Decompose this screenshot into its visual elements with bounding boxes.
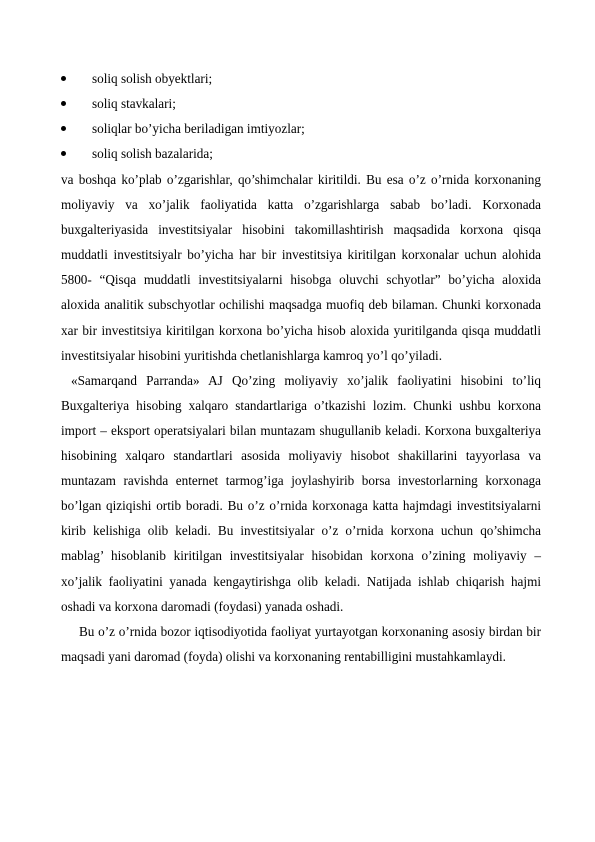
bullet-icon [61, 76, 66, 81]
list-item [61, 141, 541, 166]
list-item-text: soliq solish obyektlari; [92, 71, 213, 86]
bullet-icon [61, 101, 66, 106]
list-item-text: soliq stavkalari; [92, 96, 176, 111]
list-item [61, 91, 541, 116]
bullet-icon [61, 151, 66, 156]
list-item [61, 66, 541, 91]
paragraph-samarqand-parranda: «Samarqand Parranda» AJ Qo’zing moliyaviy xo’jalik faoliyatini hisobini to’liq Buxgalteriya hisobing xalqaro standartlariga o’tkazishi lozim. Chunki ushbu korxona import – eksport operatsiyalari bilan muntazam shugullanib keladi. Korxona buxgalteriya hisobining xalqaro standartlari asosida moliyaviy hisobot shakillarini tayyorlasa va muntazam ravishda enternet tarmog’iga joylashyirib borsa investorlarning korxonaga bo’lgan qiziqishi ortib boradi. Bu o’z o’rnida korxonaga katta hajmdagi investitsiyalarni kirib kelishiga olib keladi. Bu investitsiyalar o’z o’rnida korxona uchun qo’shimcha mablag’ hisoblanib kiritilgan investitsiyalar hisobidan korxona o’zining moliyaviy – xo’jalik faoliyatini yanada kengaytirishga olib keladi. Natijada ishlab chiqarish hajmi oshadi va korxona daromadi (foydasi) yanada oshadi. [61, 372, 541, 614]
paragraph-continuation: va boshqa ko’plab o’zgarishlar, qo’shimchalar kiritildi. Bu esa o’z o’rnida korxonaning moliyaviy va xo’jalik faoliyatida katta o’zgarishlarga sabab bo’ladi. Korxonada buxgalteriyasida investitsiyalar hisobini takomillashtirish maqsadida korxona qisqa muddatli investitsiyalr bo’yicha har bir investitsiya kiritilgan korxonalar uchun alohida 5800- “Qisqa muddatli investitsiyalarni hisobga oluvchi schyotlar” bo’yicha aloxida aloxida analitik subschyotlar ochilishi maqsadga muofiq deb bilaman. Chunki korxonada xar bir investitsiya kiritilgan korxona bo’yicha hisob aloxida yuritilganda qisqa muddatli investitsiyalar hisobini yuritishda chetlanishlarga kamroq yo’l qo’yiladi. [61, 172, 541, 363]
list-item-text: soliq solish bazalarida; [92, 146, 213, 161]
body-text [61, 167, 541, 669]
list-item [61, 116, 541, 141]
bullet-icon [61, 126, 66, 131]
paragraph-conclusion: Bu o’z o’rnida bozor iqtisodiyotida faoliyat yurtayotgan korxonaning asosiy birdan bir maqsadi yani daromad (foyda) olishi va korxonaning rentabilligini mustahkamlaydi. [61, 623, 541, 664]
list-item-text: soliqlar bo’yicha beriladigan imtiyozlar; [92, 121, 305, 136]
bullet-list [61, 66, 541, 166]
